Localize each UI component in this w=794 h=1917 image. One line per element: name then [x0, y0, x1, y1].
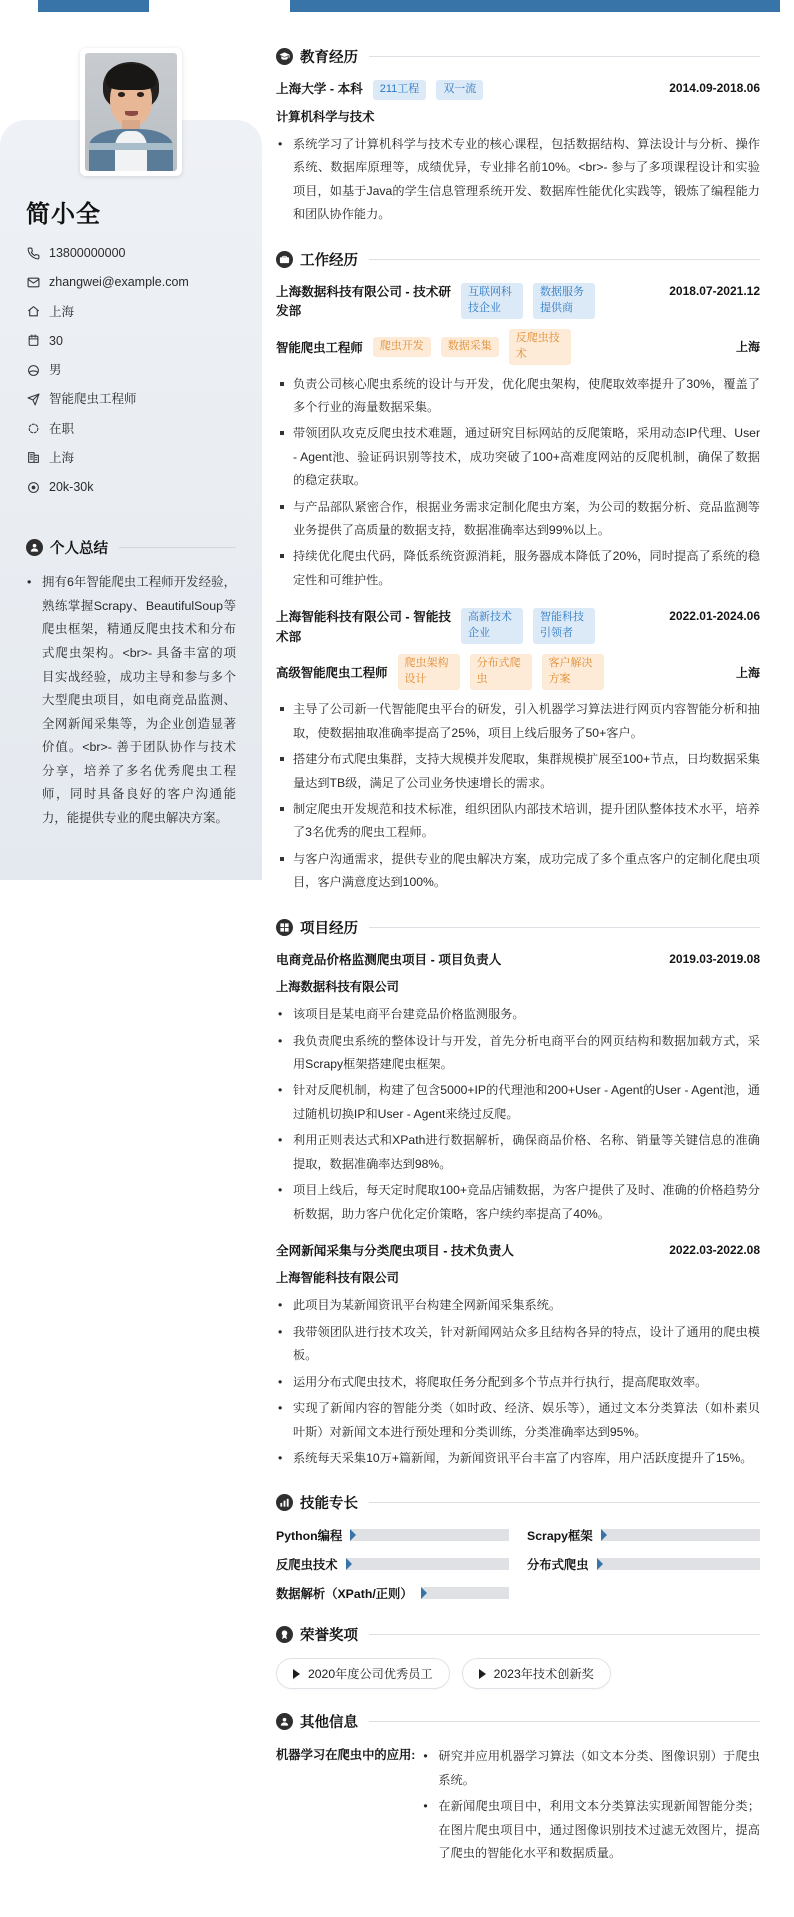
- summary-item: • 拥有6年智能爬虫工程师开发经验，熟练掌握Scrapy、BeautifulSoup等爬虫框架，精通反爬虫技术和分布式爬虫架构。<br>- 具备丰富的项目实战经验，成功主导和参与多个大型爬虫项目，如电商竞品监测、全网新闻采集等，为企业创造显著价值。<br>- 善于团队协作与技术分享，培养了多名优秀爬虫工程师，同时具备良好的客户沟通能力，能提供专业的爬虫解决方案。: [26, 571, 236, 830]
- bullet-item: • 我带领团队进行技术攻关，针对新闻网站众多且结构各异的特点，设计了通用的爬虫模板。: [276, 1321, 760, 1368]
- top-accent-right: [260, 0, 794, 12]
- projects-section: [276, 917, 760, 1471]
- section-divider: [369, 1502, 760, 1503]
- status-icon: [26, 422, 40, 436]
- skill-label: 数据解析（XPath/正则）: [276, 1587, 413, 1602]
- work-section-title: 工作经历: [300, 252, 358, 269]
- bullet-item: • 系统每天采集10万+篇新闻，为新闻资讯平台丰富了内容库，用户活跃度提升了15%。: [276, 1447, 760, 1470]
- other-label: 机器学习在爬虫中的应用:: [276, 1748, 416, 1763]
- skill-tag: 分布式爬虫: [470, 654, 532, 690]
- salary-icon: [26, 480, 40, 494]
- bullet-item: 与客户沟通需求，提供专业的爬虫解决方案，成功完成了多个重点客户的定制化爬虫项目，客户满意度达到100%。: [276, 848, 760, 895]
- bullet-item: • 项目上线后，每天定时爬取100+竞品店铺数据，为客户提供了及时、准确的价格趋势分析数据，助力客户优化定价策略，客户续约率提高了40%。: [276, 1179, 760, 1226]
- main-content: [262, 12, 794, 1917]
- honor-label: 2020年度公司优秀员工: [308, 1667, 433, 1682]
- projects-section-title: 项目经历: [300, 920, 358, 937]
- skill-tag: 爬虫开发: [373, 337, 431, 357]
- section-divider: [369, 927, 760, 928]
- contact-position: [26, 391, 236, 407]
- bullet-item: • 该项目是某电商平台建竞品价格监测服务。: [276, 1003, 760, 1026]
- skill-tag: 爬虫架构设计: [398, 654, 460, 690]
- section-divider: [369, 1634, 760, 1635]
- project-bullets: [276, 1003, 760, 1226]
- honor-label: 2023年技术创新奖: [493, 1667, 594, 1682]
- contact-age: [26, 333, 236, 349]
- project-entry: [276, 951, 760, 1226]
- section-divider: [369, 56, 760, 57]
- chart-icon: [276, 1494, 293, 1511]
- avatar-portrait: [85, 53, 177, 171]
- project-org: 上海数据科技有限公司: [276, 980, 399, 995]
- honors-section-header: [276, 1624, 760, 1645]
- award-icon: [276, 1626, 293, 1643]
- other-section-title: 其他信息: [300, 1715, 358, 1732]
- school-name: 上海大学 - 本科: [276, 82, 363, 96]
- job-title: 高级智能爬虫工程师: [276, 666, 388, 681]
- project-org: 上海智能科技有限公司: [276, 1271, 399, 1286]
- send-icon: [26, 392, 40, 406]
- contact-status: [26, 421, 236, 437]
- person-name: 简小全: [26, 201, 101, 228]
- skill-tag: 反爬虫技术: [509, 329, 571, 365]
- company-tag: 数据服务提供商: [533, 283, 595, 319]
- building-icon: [26, 451, 40, 465]
- education-tag: 211工程: [373, 80, 427, 100]
- honors-section-title: 荣誉奖项: [300, 1628, 358, 1645]
- contact-value: 上海: [49, 450, 75, 465]
- contact-phone: [26, 245, 236, 261]
- honors-section: [276, 1624, 760, 1689]
- project-date: 2019.03-2019.08: [669, 951, 760, 966]
- work-location: 上海: [735, 665, 760, 680]
- work-location: 上海: [735, 340, 760, 355]
- contact-value: zhangwei@example.com: [49, 275, 189, 290]
- skill-progress-track: [346, 1558, 510, 1570]
- bullet-item: 负责公司核心爬虫系统的设计与开发，优化爬虫架构，使爬取效率提升了30%，覆盖了多个行业的海量数据采集。: [276, 373, 760, 420]
- education-section: [276, 46, 760, 227]
- project-name: 电商竞品价格监测爬虫项目 - 项目负责人: [276, 952, 502, 967]
- education-major: 计算机科学与技术: [276, 109, 375, 124]
- summary-section-title: 个人总结: [50, 541, 108, 558]
- bullet-item: 主导了公司新一代智能爬虫平台的研发，引入机器学习算法进行网页内容智能分析和抽取，使数据抽取准确率提高了25%，项目上线后服务了50+客户。: [276, 698, 760, 745]
- avatar: [80, 48, 182, 176]
- graduation-cap-icon: [276, 48, 293, 65]
- skill-item: [276, 1584, 509, 1602]
- home-icon: [26, 305, 40, 319]
- bullet-item: • 针对反爬机制，构建了包含5000+IP的代理池和200+User - Agent的User - Agent池，通过随机切换IP和User - Agent来绕过反爬。: [276, 1079, 760, 1126]
- project-bullets: [276, 1294, 760, 1470]
- bullet-item: 持续优化爬虫代码，降低系统资源消耗，服务器成本降低了20%，同时提高了系统的稳定性和可维护性。: [276, 545, 760, 592]
- section-divider: [119, 547, 236, 548]
- company-tag: 互联网科技企业: [461, 283, 523, 319]
- bullet-item: 制定爬虫开发规范和技术标准，组织团队内部技术培训，提升团队整体技术水平，培养了3名优秀的爬虫工程师。: [276, 798, 760, 845]
- skill-progress-track: [597, 1558, 761, 1570]
- skill-tag: 客户解决方案: [542, 654, 604, 690]
- bullet-item: 搭建分布式爬虫集群，支持大规模并发爬取，集群规模扩展至100+节点，日均数据采集量达到TB级，满足了公司业务快速增长的需求。: [276, 748, 760, 795]
- other-bullets: [421, 1745, 760, 1865]
- info-icon: [276, 1713, 293, 1730]
- sidebar: [0, 12, 262, 910]
- company-name: 上海数据科技有限公司 - 技术研发部: [276, 284, 451, 319]
- education-tag: 双一流: [436, 80, 483, 100]
- contact-value: 在职: [49, 421, 75, 436]
- bullet-item: • 实现了新闻内容的智能分类（如时政、经济、娱乐等），通过文本分类算法（如朴素贝叶斯）对新闻文本进行预处理和分类训练，分类准确率达到95%。: [276, 1397, 760, 1444]
- contact-value: 13800000000: [49, 246, 126, 260]
- company-tag: 智能科技引领者: [533, 608, 595, 644]
- skill-item: [276, 1526, 509, 1544]
- skill-label: 反爬虫技术: [276, 1558, 338, 1573]
- education-entry: [276, 80, 760, 227]
- skill-progress-track: [350, 1529, 509, 1541]
- work-entry: [276, 608, 760, 894]
- contact-value: 30: [49, 333, 63, 348]
- contact-value: 20k-30k: [49, 480, 94, 494]
- play-triangle-icon: [293, 1669, 300, 1679]
- gender-icon: [26, 363, 40, 377]
- projects-section-header: [276, 917, 760, 938]
- other-section: [276, 1711, 760, 1868]
- skills-section: [276, 1492, 760, 1602]
- mail-icon: [26, 275, 40, 289]
- contact-value: 智能爬虫工程师: [49, 392, 137, 407]
- user-circle-icon: [26, 539, 43, 556]
- skill-tag: 数据采集: [441, 337, 499, 357]
- contact-email: [26, 274, 236, 290]
- contact-value: 男: [49, 363, 62, 377]
- company-name: 上海智能科技有限公司 - 智能技术部: [276, 610, 451, 644]
- education-bullets: [276, 133, 760, 227]
- education-date: 2014.09-2018.06: [669, 81, 760, 95]
- skill-label: Scrapy框架: [527, 1529, 593, 1544]
- job-title: 智能爬虫工程师: [276, 340, 363, 355]
- work-bullets: [276, 373, 760, 593]
- section-divider: [369, 1721, 760, 1722]
- section-divider: [369, 259, 760, 260]
- skills-grid: [276, 1526, 760, 1602]
- skill-item: [527, 1526, 760, 1544]
- bullet-item: • 此项目为某新闻资讯平台构建全网新闻采集系统。: [276, 1294, 760, 1317]
- work-section-header: [276, 249, 760, 270]
- contact-work-city: [26, 450, 236, 466]
- work-bullets: [276, 698, 760, 894]
- briefcase-icon: [276, 251, 293, 268]
- project-name: 全网新闻采集与分类爬虫项目 - 技术负责人: [276, 1243, 514, 1258]
- play-triangle-icon: [479, 1669, 486, 1679]
- work-entry: [276, 283, 760, 593]
- bullet-item: • 运用分布式爬虫技术，将爬取任务分配到多个节点并行执行，提高爬取效率。: [276, 1371, 760, 1394]
- summary-list: [26, 571, 236, 830]
- contact-gender: [26, 362, 236, 378]
- contact-salary: [26, 479, 236, 495]
- bullet-item: • 我负责爬虫系统的整体设计与开发，首先分析电商平台的网页结构和数据加载方式，采用Scrapy框架搭建爬虫框架。: [276, 1030, 760, 1077]
- skill-item: [276, 1555, 509, 1573]
- skill-label: 分布式爬虫: [527, 1558, 589, 1573]
- honor-chip[interactable]: [462, 1658, 611, 1689]
- bullet-item: 与产品部队紧密合作，根据业务需求定制化爬虫方案，为公司的数据分析、竞品监测等业务提供了高质量的数据支持，数据准确率达到99%以上。: [276, 496, 760, 543]
- skill-item: [527, 1555, 760, 1573]
- bullet-item: • 研究并应用机器学习算法（如文本分类、图像识别）于爬虫系统。: [421, 1745, 760, 1792]
- summary-section-header: [26, 537, 236, 558]
- top-accent-bars: [0, 0, 794, 12]
- other-section-header: [276, 1711, 760, 1732]
- bullet-item: • 利用正则表达式和XPath进行数据解析，确保商品价格、名称、销量等关键信息的准确提取，数据准确率达到98%。: [276, 1129, 760, 1176]
- honor-chip[interactable]: [276, 1658, 450, 1689]
- phone-icon: [26, 246, 40, 260]
- skill-progress-track: [601, 1529, 760, 1541]
- skill-progress-track: [421, 1587, 509, 1599]
- work-section: [276, 249, 760, 895]
- project-date: 2022.03-2022.08: [669, 1242, 760, 1257]
- skills-section-title: 技能专长: [300, 1496, 358, 1513]
- education-section-title: 教育经历: [300, 50, 358, 66]
- grid-icon: [276, 919, 293, 936]
- contact-city: [26, 304, 236, 320]
- bullet-item: 带领团队攻克反爬虫技术难题，通过研究目标网站的反爬策略，采用动态IP代理、User - Agent池、验证码识别等技术，成功突破了100+高难度网站的反爬机制，确保了数据的稳定获取。: [276, 422, 760, 492]
- skills-section-header: [276, 1492, 760, 1513]
- education-section-header: [276, 46, 760, 67]
- skill-label: Python编程: [276, 1529, 343, 1544]
- top-accent-left: [0, 0, 260, 12]
- calendar-icon: [26, 334, 40, 348]
- contact-list: [26, 245, 236, 495]
- summary-section: [26, 537, 236, 830]
- company-tag: 高新技术企业: [461, 608, 523, 644]
- project-entry: [276, 1242, 760, 1470]
- contact-value: 上海: [49, 304, 75, 319]
- honors-list: [276, 1658, 760, 1689]
- bullet-item: • 系统学习了计算机科学与技术专业的核心课程，包括数据结构、算法设计与分析、操作系统、数据库原理等，成绩优异，专业排名前10%。<br>- 参与了多项课程设计和实验项目，如基于Java的学生信息管理系统开发、数据库性能优化实践等，锻炼了编程能力和团队协作能力。: [276, 133, 760, 227]
- sidebar-card: [0, 120, 262, 880]
- bullet-item: • 在新闻爬虫项目中，利用文本分类算法实现新闻智能分类；在图片爬虫项目中，通过图像识别技术过滤无效图片，提高了爬虫的智能化水平和数据质量。: [421, 1795, 760, 1865]
- avatar-wrapper: [0, 12, 262, 176]
- work-date: 2018.07-2021.12: [669, 283, 760, 298]
- work-date: 2022.01-2024.06: [669, 609, 760, 624]
